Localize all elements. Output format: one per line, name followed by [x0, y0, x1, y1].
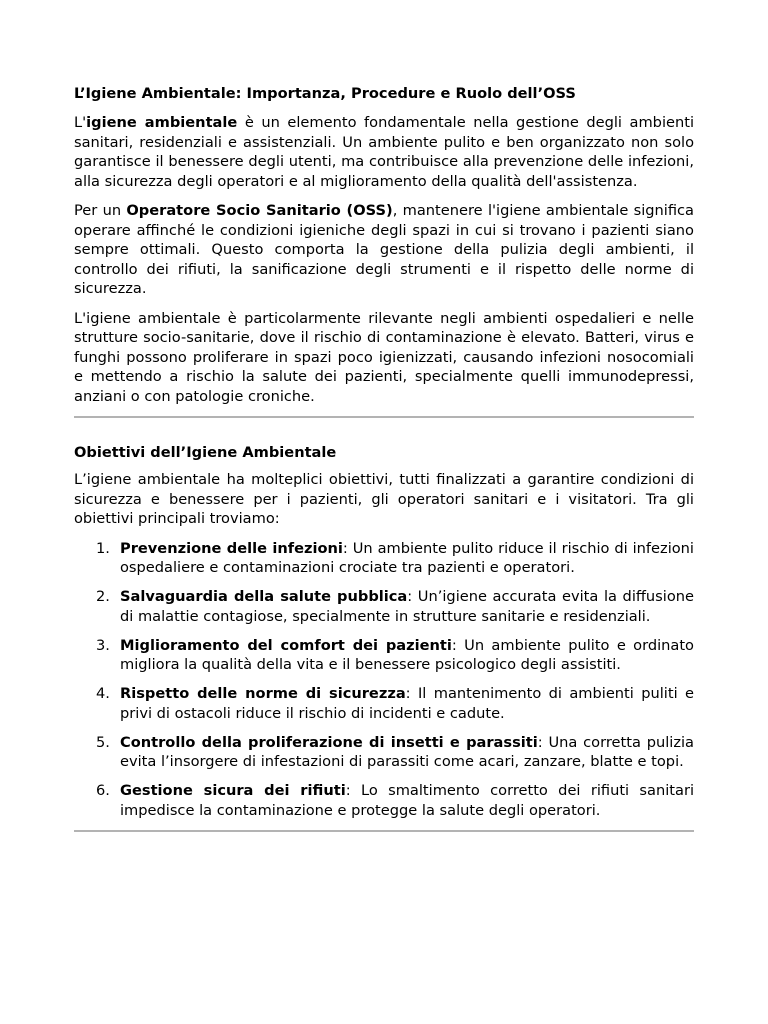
section1-title: L’Igiene Ambientale: Importanza, Procedure e Ruolo dell’OSS: [74, 85, 576, 102]
p1-text: è un elemento fondamentale nella gestione degli ambienti sanitari, residenziali e assistenziali. Un ambiente pulito e ben organizzato non solo garantisce il benessere degli utenti, ma contribuisce alla prevenzione delle infezioni, alla sicurezza degli operatori e al miglioramento della qualità dell'assistenza.: [74, 114, 695, 190]
section-divider-bottom: [74, 830, 694, 832]
list-item-number: 5.: [96, 733, 110, 751]
section1-paragraph-3: L'igiene ambientale è particolarmente rilevante negli ambienti ospedalieri e nelle strutture socio-sanitarie, dove il rischio di contaminazione è elevato. Batteri, virus e funghi possono proliferare in spazi poco igienizzati, causando infezioni nosocomiali e mettendo a rischio la salute dei pazienti, specialmente quelli immunodepressi, anziani o con patologie croniche.: [74, 309, 694, 405]
document-content: [74, 83, 694, 832]
p1-prefix: L': [74, 114, 87, 131]
list-item: [74, 539, 694, 578]
list-item-text: : Lo smaltimento corretto dei rifiuti sanitari impedisce la contaminazione e protegge la salute degli operatori.: [120, 782, 694, 819]
list-item-number: 3.: [96, 636, 110, 654]
list-item-text: : Una corretta pulizia evita l’insorgere di infestazioni di parassiti come acari, zanzare, blatte e topi.: [120, 733, 694, 770]
list-item: [74, 733, 694, 772]
list-item: [74, 587, 694, 626]
section2-intro: L’igiene ambientale ha molteplici obiettivi, tutti finalizzati a garantire condizioni di sicurezza e benessere per i pazienti, gli operatori sanitari e i visitatori. Tra gli obiettivi principali troviamo:: [74, 471, 694, 527]
section1-paragraph-1: [74, 113, 694, 191]
p2-prefix: Per un: [74, 202, 127, 219]
list-item: [74, 781, 694, 820]
section2-title: Obiettivi dell’Igiene Ambientale: [74, 444, 337, 461]
p2-text: , mantenere l'igiene ambientale significa operare affinché le condizioni igieniche degli spazi in cui si trovano i pazienti siano sempre ottimali. Questo comporta la gestione della pulizia degli ambienti, il controllo dei rifiuti, la sanificazione degli strumenti e il rispetto delle norme di sicurezza.: [74, 202, 695, 297]
list-item-number: 1.: [96, 539, 110, 557]
list-item-number: 2.: [96, 588, 110, 605]
section-divider: [74, 416, 694, 418]
list-item-term: Controllo della proliferazione di insetti e parassiti: [120, 733, 538, 751]
list-item-term: Miglioramento del comfort dei pazienti: [120, 636, 452, 654]
list-item-text: : Un ambiente pulito riduce il rischio di infezioni ospedaliere e contaminazioni crociate tra pazienti e operatori.: [120, 539, 694, 576]
list-item-term: Rispetto delle norme di sicurezza: [120, 685, 406, 702]
list-item-text: : Un’igiene accurata evita la diffusione di malattie contagiose, specialmente in strutture sanitarie e residenziali.: [120, 588, 694, 625]
list-item-text: : Il mantenimento di ambienti puliti e privi di ostacoli riduce il rischio di incidenti e cadute.: [120, 685, 694, 722]
p1-bold-term: igiene ambientale: [86, 114, 238, 131]
goals-list: [74, 539, 694, 821]
list-item-term: Salvaguardia della salute pubblica: [120, 588, 408, 605]
section1-paragraph-2: [74, 201, 694, 299]
list-item-number: 6.: [96, 782, 110, 799]
p2-bold-term: Operatore Socio Sanitario (OSS): [126, 202, 393, 219]
list-item: [74, 636, 694, 675]
list-item-term: Gestione sicura dei rifiuti: [120, 782, 346, 799]
list-item-text: : Un ambiente pulito e ordinato migliora la qualità della vita e il benessere psicologico degli assistiti.: [120, 636, 694, 673]
list-item: [74, 684, 694, 723]
list-item-number: 4.: [96, 685, 110, 702]
list-item-term: Prevenzione delle infezioni: [120, 539, 343, 557]
